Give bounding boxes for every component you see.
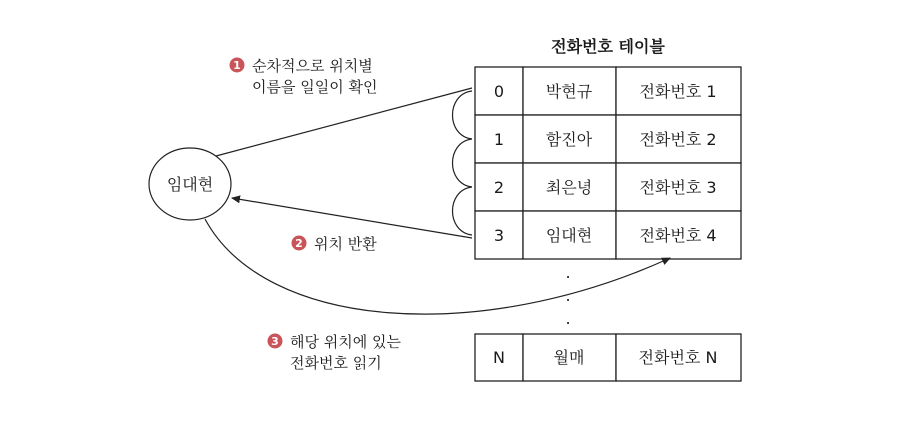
table-row	[475, 115, 741, 163]
return-arrow	[232, 198, 472, 238]
table-title: 전화번호 테이블	[551, 37, 665, 56]
step-3-line-2: 전화번호 읽기	[290, 354, 382, 372]
step-3-line-1: 해당 위치에 있는	[290, 333, 401, 351]
ellipsis-dot: .	[565, 263, 571, 282]
ellipsis-dot: .	[565, 286, 571, 305]
ellipsis-dot: .	[565, 309, 571, 328]
row-name: 박현규	[545, 82, 593, 101]
table-row-last	[475, 334, 741, 381]
row-phone: 전화번호 3	[639, 178, 717, 197]
step-1-line-2: 이름을 일일이 확인	[252, 78, 378, 96]
step-1-number: 1	[233, 59, 241, 72]
step-1-line-1: 순차적으로 위치별	[252, 57, 373, 75]
step-2-number: 2	[295, 237, 303, 250]
row-name: 최은녕	[545, 178, 593, 197]
table-row	[475, 67, 741, 115]
row-index: 2	[493, 178, 505, 197]
query-node	[149, 148, 231, 220]
step-1-annotation	[230, 57, 378, 96]
step-2-annotation	[292, 235, 378, 253]
row-index: 0	[493, 82, 505, 101]
row-name: 임대현	[545, 226, 593, 245]
sequential-check-loops	[453, 91, 473, 235]
row-name: 월매	[553, 348, 585, 367]
step-2-line-1: 위치 반환	[314, 235, 377, 253]
row-phone: 전화번호 1	[639, 82, 717, 101]
node-label: 임대현	[166, 175, 214, 194]
row-phone: 전화번호 2	[639, 130, 717, 149]
row-name: 함진아	[545, 130, 593, 149]
row-phone: 전화번호 N	[638, 348, 718, 367]
table-row	[475, 163, 741, 211]
table-row	[475, 211, 741, 259]
row-phone: 전화번호 4	[639, 226, 717, 245]
step-3-number: 3	[271, 335, 279, 348]
row-index: N	[493, 348, 505, 367]
step-3-annotation	[268, 333, 402, 372]
row-index: 3	[493, 226, 505, 245]
row-index: 1	[493, 130, 505, 149]
search-line	[216, 88, 472, 156]
